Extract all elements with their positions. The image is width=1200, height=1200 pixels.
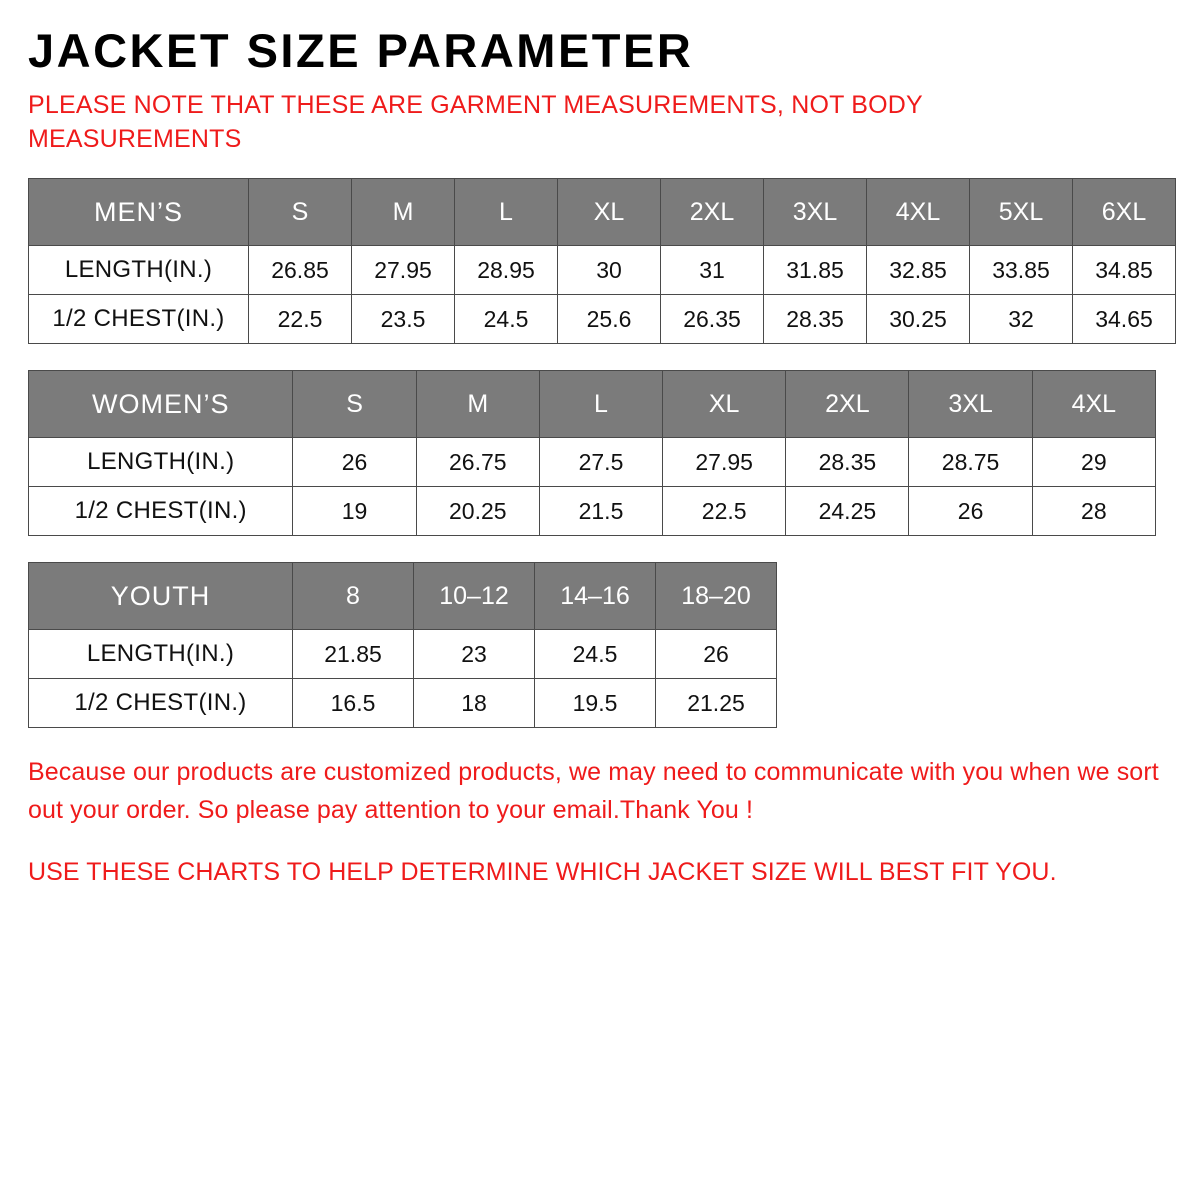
table-cell: 25.6 <box>558 295 661 344</box>
table-cell: 23 <box>414 630 535 679</box>
table-row <box>29 679 777 728</box>
table-cell: 26 <box>909 487 1032 536</box>
youth-table-label: YOUTH <box>29 563 293 630</box>
column-header-size: 4XL <box>1032 371 1155 438</box>
row-label: LENGTH(IN.) <box>29 246 249 295</box>
column-header-size: 4XL <box>867 179 970 246</box>
table-row <box>29 487 1156 536</box>
table-cell: 19 <box>293 487 416 536</box>
column-header-size: S <box>249 179 352 246</box>
table-cell: 26 <box>293 438 416 487</box>
table-cell: 28.95 <box>455 246 558 295</box>
table-cell: 21.85 <box>293 630 414 679</box>
table-cell: 29 <box>1032 438 1155 487</box>
womens-table-label: WOMEN’S <box>29 371 293 438</box>
table-header-row <box>29 563 777 630</box>
table-cell: 28.35 <box>764 295 867 344</box>
table-cell: 34.65 <box>1073 295 1176 344</box>
mens-size-table <box>28 178 1176 344</box>
table-cell: 32 <box>970 295 1073 344</box>
column-header-size: 8 <box>293 563 414 630</box>
table-cell: 28.75 <box>909 438 1032 487</box>
table-cell: 31.85 <box>764 246 867 295</box>
table-cell: 19.5 <box>535 679 656 728</box>
table-cell: 31 <box>661 246 764 295</box>
table-row <box>29 438 1156 487</box>
column-header-size: L <box>539 371 662 438</box>
table-cell: 24.5 <box>455 295 558 344</box>
table-cell: 16.5 <box>293 679 414 728</box>
column-header-size: 10–12 <box>414 563 535 630</box>
table-cell: 27.95 <box>663 438 786 487</box>
customization-note: Because our products are customized products, we may need to communicate with you when we sort out your order. So please pay attention to your email.Thank You ! <box>28 758 1159 824</box>
table-cell: 26 <box>656 630 777 679</box>
table-cell: 24.5 <box>535 630 656 679</box>
table-cell: 33.85 <box>970 246 1073 295</box>
column-header-size: XL <box>663 371 786 438</box>
table-cell: 18 <box>414 679 535 728</box>
table-cell: 22.5 <box>663 487 786 536</box>
table-cell: 21.5 <box>539 487 662 536</box>
table-header-row <box>29 371 1156 438</box>
chart-usage-note: USE THESE CHARTS TO HELP DETERMINE WHICH JACKET SIZE WILL BEST FIT YOU. <box>28 858 1057 887</box>
page-title: JACKET SIZE PARAMETER <box>28 24 694 77</box>
table-cell: 22.5 <box>249 295 352 344</box>
table-cell: 30.25 <box>867 295 970 344</box>
table-cell: 24.25 <box>786 487 909 536</box>
table-cell: 34.85 <box>1073 246 1176 295</box>
row-label: LENGTH(IN.) <box>29 630 293 679</box>
table-cell: 26.75 <box>416 438 539 487</box>
garment-measurement-note: PLEASE NOTE THAT THESE ARE GARMENT MEASUREMENTS, NOT BODY MEASUREMENTS <box>28 90 923 153</box>
column-header-size: 3XL <box>764 179 867 246</box>
table-cell: 20.25 <box>416 487 539 536</box>
column-header-size: 5XL <box>970 179 1073 246</box>
column-header-size: 14–16 <box>535 563 656 630</box>
column-header-size: S <box>293 371 416 438</box>
column-header-size: 6XL <box>1073 179 1176 246</box>
column-header-size: 3XL <box>909 371 1032 438</box>
table-row <box>29 630 777 679</box>
table-cell: 27.5 <box>539 438 662 487</box>
table-cell: 32.85 <box>867 246 970 295</box>
column-header-size: XL <box>558 179 661 246</box>
column-header-size: M <box>352 179 455 246</box>
womens-size-table <box>28 370 1156 536</box>
table-cell: 26.35 <box>661 295 764 344</box>
mens-table-label: MEN’S <box>29 179 249 246</box>
table-cell: 27.95 <box>352 246 455 295</box>
row-label: 1/2 CHEST(IN.) <box>29 295 249 344</box>
column-header-size: L <box>455 179 558 246</box>
column-header-size: 2XL <box>786 371 909 438</box>
table-row <box>29 246 1176 295</box>
table-row <box>29 295 1176 344</box>
table-cell: 26.85 <box>249 246 352 295</box>
column-header-size: 2XL <box>661 179 764 246</box>
table-cell: 30 <box>558 246 661 295</box>
table-cell: 21.25 <box>656 679 777 728</box>
table-cell: 28 <box>1032 487 1155 536</box>
row-label: 1/2 CHEST(IN.) <box>29 487 293 536</box>
table-cell: 23.5 <box>352 295 455 344</box>
table-cell: 28.35 <box>786 438 909 487</box>
youth-size-table <box>28 562 777 728</box>
column-header-size: M <box>416 371 539 438</box>
row-label: LENGTH(IN.) <box>29 438 293 487</box>
table-header-row <box>29 179 1176 246</box>
row-label: 1/2 CHEST(IN.) <box>29 679 293 728</box>
column-header-size: 18–20 <box>656 563 777 630</box>
